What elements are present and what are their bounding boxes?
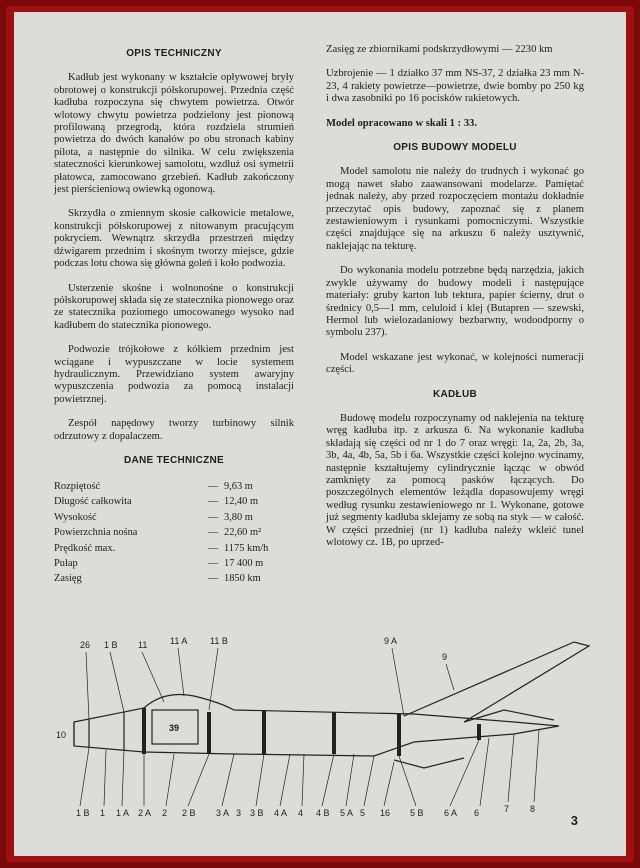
right-column (326, 44, 584, 561)
paragraph-wings: Skrzydła o zmiennym skosie całkowicie metalowe, konstrukcji półskorupowej z nitowanym pracującym pokryciem. Wewnątrz skrzydła przestrzeń między dźwigarem przednim i skośnym tworzy miejsce, gdzie podczas lotu chowa się główna goleń i koło podwozia. (54, 208, 294, 270)
dash: — (207, 496, 219, 508)
left-column (54, 42, 294, 587)
spec-value: 1175 km/h (224, 542, 269, 554)
dash: — (207, 527, 219, 539)
diagram-label: 3 (236, 808, 242, 818)
paragraph-kadlub: Budowę modelu rozpoczynamy od naklejenia na tekturę wręg kadłuba itp. z arkusza 6. Na wykonanie kadłuba składają się części od nr 1 do 7 oraz wręgi: 1a, 2a, 2b, 3a, 3b, 4a, 4b, 5a, 5b i 6a. Wszystkie części kolejno wycinamy, następnie kształtujemy cylindrycznie łącząc w obwód zamknięty za pomocą pasków łączących. Do poszczególnych elementów leżądla dopasowujemy wręgi według rysunku zestawieniowego nr 1. Wykonane, gotowe już segmenty kadłuba sklejamy ze sobą na styk — w całość. W części przedniej (nr 1) kadłuba należy wkleić tunel wlotowy cz. 1B, po uprzed- (326, 412, 584, 548)
fuselage-outline (74, 695, 559, 757)
diagram-label-side: 10 (56, 730, 67, 740)
diagram-label: 1 A (116, 808, 130, 818)
specs-table (54, 479, 294, 587)
table-row (54, 572, 294, 587)
diagram-label: 1 (100, 808, 106, 818)
spec-label: Zasięg (54, 573, 82, 585)
spec-label: Pułap (54, 557, 78, 569)
spec-value: 9,63 m (224, 480, 253, 492)
diagram-label: 6 (474, 808, 480, 818)
dash: — (207, 511, 219, 523)
paragraph-range: Zasięg ze zbiornikami podskrzydłowymi — 2230 km (326, 44, 553, 55)
diagram-label: 26 (80, 640, 91, 650)
diagram-label: 9 A (384, 636, 398, 646)
bottom-labels (76, 804, 535, 818)
paragraph-intro: Model samolotu nie należy do trudnych i wykonać go mogą nawet słabo zaawansowani modelarze. Pamiętać jednak należy, aby przed rozpoczęciem montażu dokładnie przeczytać opis budowy, zapoznać się z planem zestawieniowym i rysunkami pomocniczymi. Wszystkie części znajdujące się na arkuszu 6 należy usztywnić, naklejając na tekturę. (326, 166, 584, 252)
diagram-label: 4 A (274, 808, 288, 818)
dash: — (207, 542, 219, 554)
fuselage-assembly-diagram (34, 630, 594, 826)
heading-opis-budowy: OPIS BUDOWY MODELU (393, 142, 517, 154)
heading-dane-techniczne: DANE TECHNICZNE (123, 454, 225, 466)
paragraph-landing-gear: Podwozie trójkołowe z kółkiem przednim jest wciągane i wypuszczane w locie systemem hydraulicznym. Przewidziano system awaryjny wypuszczenia podwozia za pomocą instalacji powietrznej. (54, 344, 294, 405)
diagram-label: 4 (298, 808, 304, 818)
diagram-label: 1 B (76, 808, 90, 818)
spec-label: Rozpiętość (54, 480, 101, 492)
spec-value: 12,40 m (224, 496, 259, 508)
heading-kadlub: KADŁUB (432, 388, 478, 400)
heading-opis-techniczny: OPIS TECHNICZNY (126, 48, 222, 59)
diagram-label: 16 (380, 808, 391, 818)
spec-label: Długość całkowita (54, 496, 132, 508)
paragraph-armament: Uzbrojenie — 1 działko 37 mm NS-37, 2 działka 23 mm N-23, 4 rakiety powietrze—powietrze, dwie bomby po 250 kg i dwa zasobniki po 16 pocisków rakietowych. (326, 68, 584, 105)
spec-value: 17 400 m (224, 557, 264, 569)
diagram-label: 11 B (210, 636, 228, 646)
table-row (54, 541, 294, 556)
diagram-label: 3 A (216, 808, 230, 818)
diagram-label: 2 (162, 808, 168, 818)
table-row (54, 526, 294, 541)
spec-value: 3,80 m (224, 511, 253, 523)
diagram-label: 11 A (170, 636, 188, 646)
page-number: 3 (570, 813, 578, 828)
diagram-label: 6 A (444, 808, 458, 818)
paragraph-scale: Model opracowano w skali 1 : 33. (326, 117, 477, 129)
paragraph-tail: Usterzenie skośne i wolnonośne o konstrukcji półskorupowej składa się ze statecznika pionowego oraz ze statecznika poziomego umocowanego wysoko nad kadłubem do statecznika pionowego. (54, 282, 294, 331)
diagram-label: 2 A (138, 808, 152, 818)
paragraph-fuselage: Kadłub jest wykonany w kształcie opływowej bryły obrotowej o konstrukcji półskorupowej. Przednia część kadłuba rozpoczyna się chwytem powietrza. Otwór wlotowy chwytu powietrza podzielony jest pionową profilowaną przegrodą, która rozdziela strumień powietrza do dwóch kanałów po obu stronach kabiny pilota, a następnie do silnika. W celu zwiększenia stateczności kierunkowej samolotu, wzdłuż osi symetrii płatowca, zamocowano grzebień. Kadłub zakończony jest pierścieniową owiewką ogonową. (54, 72, 294, 196)
diagram-label: 8 (530, 804, 536, 814)
bottom-leader-lines (80, 730, 539, 806)
paragraph-engine: Zespół napędowy tworzy turbinowy silnik odrzutowy z dopalaczem. (54, 418, 294, 442)
diagram-label: 5 B (410, 808, 424, 818)
table-row (54, 510, 294, 525)
vertical-stabilizer (404, 642, 589, 722)
spec-value: 1850 km (224, 573, 261, 585)
document-page (14, 12, 626, 856)
diagram-label: 9 (442, 652, 448, 662)
table-row (54, 556, 294, 571)
diagram-label: 3 B (250, 808, 264, 818)
ventral-fin (394, 758, 464, 768)
leader-lines (86, 648, 454, 720)
canopy-label: 39 (168, 723, 180, 733)
diagram-label: 2 B (182, 808, 196, 818)
dash: — (207, 557, 219, 569)
table-row (54, 495, 294, 510)
diagram-label: 7 (504, 804, 510, 814)
paragraph-materials: Do wykonania modelu potrzebne będą narzędzia, jakich zwykle używamy do budowy modeli i następujące materiały: gruby karton lub tektura, papier ścierny, drut o średnicy 0,5—1 mm, celuloid i klej (Butapren — szewski, Hermol lub wielozadaniowy bezbarwny, wodoodporny o symbolu 237). (326, 265, 584, 339)
diagram-label: 1 B (104, 640, 118, 650)
paragraph-order: Model wskazane jest wykonać, w kolejności numeracji części. (326, 351, 584, 376)
spec-label: Prędkość max. (54, 542, 116, 554)
spec-value: 22,60 m² (224, 527, 262, 539)
diagram-label: 5 A (340, 808, 354, 818)
dash: — (207, 480, 219, 492)
diagram-label: 5 (360, 808, 366, 818)
diagram-label: 11 (138, 640, 148, 650)
spec-label: Powierzchnia nośna (54, 527, 138, 539)
spec-label: Wysokość (54, 511, 97, 523)
horizontal-stabilizer (464, 710, 554, 722)
table-row (54, 479, 294, 494)
dash: — (207, 573, 219, 585)
diagram-label: 4 B (316, 808, 330, 818)
